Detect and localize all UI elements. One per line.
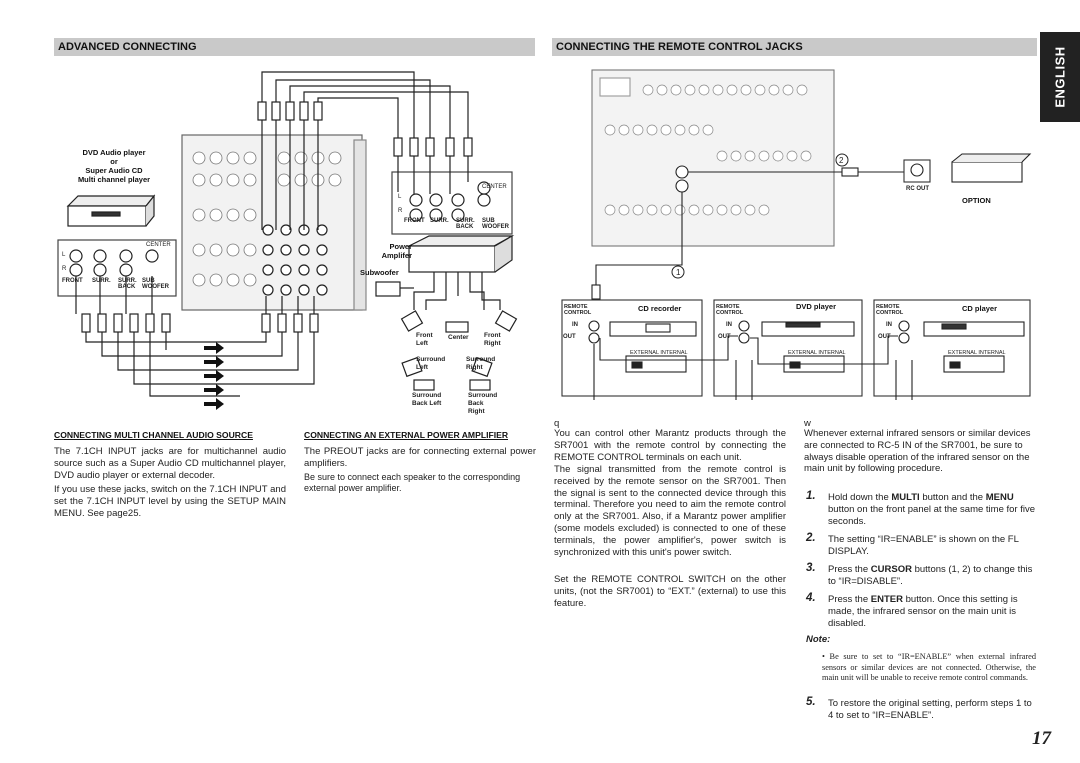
power-amp-paragraph-1: The PREOUT jacks are for connecting external power amplifiers. — [304, 446, 536, 469]
page-number: 17 — [1032, 728, 1051, 749]
amp-jack-center: CENTER — [482, 184, 507, 190]
remote-paragraph-1: You can control other Marantz products through the SR7001 with the remote control by connecting the REMOTE CONTROL terminals on each unit. — [554, 428, 786, 463]
device-cd-player: CD player — [962, 304, 998, 313]
source-jack-sub: SUB WOOFER — [142, 278, 169, 290]
amp-jack-sub: SUB WOOFER — [482, 218, 509, 230]
step-5-number: 5. — [806, 696, 816, 708]
source-jack-r: R — [62, 266, 67, 272]
amp-jack-surr-back: SURR. BACK — [456, 218, 475, 230]
step-2-number: 2. — [806, 532, 816, 544]
amp-jack-r: R — [398, 208, 403, 214]
source-label-line-4: Multi channel player — [77, 175, 151, 184]
switch-label-3: EXTERNAL INTERNAL — [948, 350, 1006, 356]
option-label: OPTION — [962, 196, 991, 205]
note-text: • Be sure to set to “IR=ENABLE” when external infrared sensors or similar devices are not connected. Otherwise, the main unit will be unable to receive remote control commands. — [822, 652, 1036, 682]
infrared-intro: Whenever external infrared sensors or similar devices are connected to RC-5 IN of the SR7001, be sure to always disable operation of the infrared sensor on the main unit by following procedure. — [804, 428, 1031, 475]
source-label — [64, 148, 164, 184]
in-label-3: IN — [886, 322, 892, 328]
source-label-line-3: Super Audio CD — [85, 166, 143, 175]
switch-label-2: EXTERNAL INTERNAL — [788, 350, 846, 356]
device-cd-recorder: CD recorder — [638, 304, 682, 313]
out-label-2: OUT — [718, 334, 731, 340]
language-tab: ENGLISH — [1040, 32, 1080, 122]
remote-control-connection-diagram — [552, 60, 1038, 412]
amp-jack-surr: SURR. — [430, 218, 449, 224]
step-4-text: Press the ENTER button. Once this setting is made, the infrared sensor on the main unit is disabled. — [828, 594, 1018, 629]
speaker-front-left: Front Left — [416, 332, 433, 347]
note-title: Note: — [806, 634, 831, 645]
callout-2: 2 — [839, 156, 844, 165]
speaker-surround-right: Surround Right — [466, 356, 496, 371]
remote-paragraph-3: Set the REMOTE CONTROL SWITCH on the other units, (not the SR7001) to “EXT.” (external) to use this feature. — [554, 574, 786, 609]
step-1-number: 1. — [806, 490, 816, 502]
source-jack-front: FRONT — [62, 278, 83, 284]
remote-paragraph-2: The signal transmitted from the remote control is received by the remote sensor on the SR7001. Then the signal is sent to the connected device through this terminal. Therefore you need to aim the remote control only at the SR7001. Also, if a Marantz power amplifier (some models excluded) is connected to one of these terminals, the power amplifier's, power switch is synchronized with this unit's power switch. — [554, 464, 786, 558]
amp-jack-front: FRONT — [404, 218, 425, 224]
out-label-1: OUT — [563, 334, 576, 340]
source-label-line-1: DVD Audio player — [82, 148, 146, 157]
source-label-line-2: or — [110, 157, 118, 166]
speaker-front-right: Front Right — [484, 332, 501, 347]
step-3-text: Press the CURSOR buttons (1, 2) to change this to “IR=DISABLE”. — [828, 564, 1033, 587]
source-jack-l: L — [62, 252, 66, 258]
subheading-power-amplifier: CONNECTING AN EXTERNAL POWER AMPLIFIER — [304, 430, 509, 440]
power-amplifier-label: Power Amplifer — [381, 242, 412, 260]
switch-label-1: EXTERNAL INTERNAL — [630, 350, 688, 356]
amp-jack-l: L — [398, 194, 402, 200]
section-header-advanced-connecting: ADVANCED CONNECTING — [54, 38, 535, 56]
speaker-surround-back-right: Surround Back Right — [468, 392, 498, 415]
device-dvd-player: DVD player — [796, 302, 837, 311]
step-5-text: To restore the original setting, perform steps 1 to 4 to set to “IR=ENABLE”. — [828, 698, 1032, 721]
subwoofer-label: Subwoofer — [360, 268, 399, 277]
step-2-text: The setting “IR=ENABLE” is shown on the FL DISPLAY. — [828, 534, 1019, 557]
remote-control-label-2: REMOTE CONTROL — [716, 304, 744, 316]
in-label-1: IN — [572, 322, 578, 328]
marker-q: q — [554, 418, 560, 429]
out-label-3: OUT — [878, 334, 891, 340]
marker-w: w — [804, 418, 811, 429]
multi-channel-paragraph-2: If you use these jacks, switch on the 7.1CH INPUT and set the 7.1CH INPUT level by using the SETUP MAIN MENU. See page25. — [54, 484, 286, 519]
source-jack-center: CENTER — [146, 242, 171, 248]
in-label-2: IN — [726, 322, 732, 328]
section-header-remote-control-jacks: CONNECTING THE REMOTE CONTROL JACKS — [552, 38, 1037, 56]
speaker-surround-left: Surround Left — [416, 356, 446, 371]
rc-out-label: RC OUT — [906, 186, 929, 192]
step-3-number: 3. — [806, 562, 816, 574]
remote-control-label-1: REMOTE CONTROL — [564, 304, 592, 316]
source-jack-surr: SURR. — [92, 278, 111, 284]
callout-1: 1 — [676, 268, 681, 277]
step-4-number: 4. — [806, 592, 816, 604]
source-jack-surr-back: SURR. BACK — [118, 278, 137, 290]
power-amp-paragraph-2: Be sure to connect each speaker to the corresponding external power amplifier. — [304, 472, 521, 493]
speaker-center: Center — [448, 334, 469, 341]
remote-control-label-3: REMOTE CONTROL — [876, 304, 904, 316]
speaker-surround-back-left: Surround Back Left — [412, 392, 442, 407]
multi-channel-paragraph-1: The 7.1CH INPUT jacks are for multichannel audio source such as a Super Audio CD multichannel player, DVD audio player or external decoder. — [54, 446, 286, 481]
step-1-text: Hold down the MULTI button and the MENU button on the front panel at the same time for five seconds. — [828, 492, 1036, 527]
subheading-multi-channel: CONNECTING MULTI CHANNEL AUDIO SOURCE — [54, 430, 253, 440]
